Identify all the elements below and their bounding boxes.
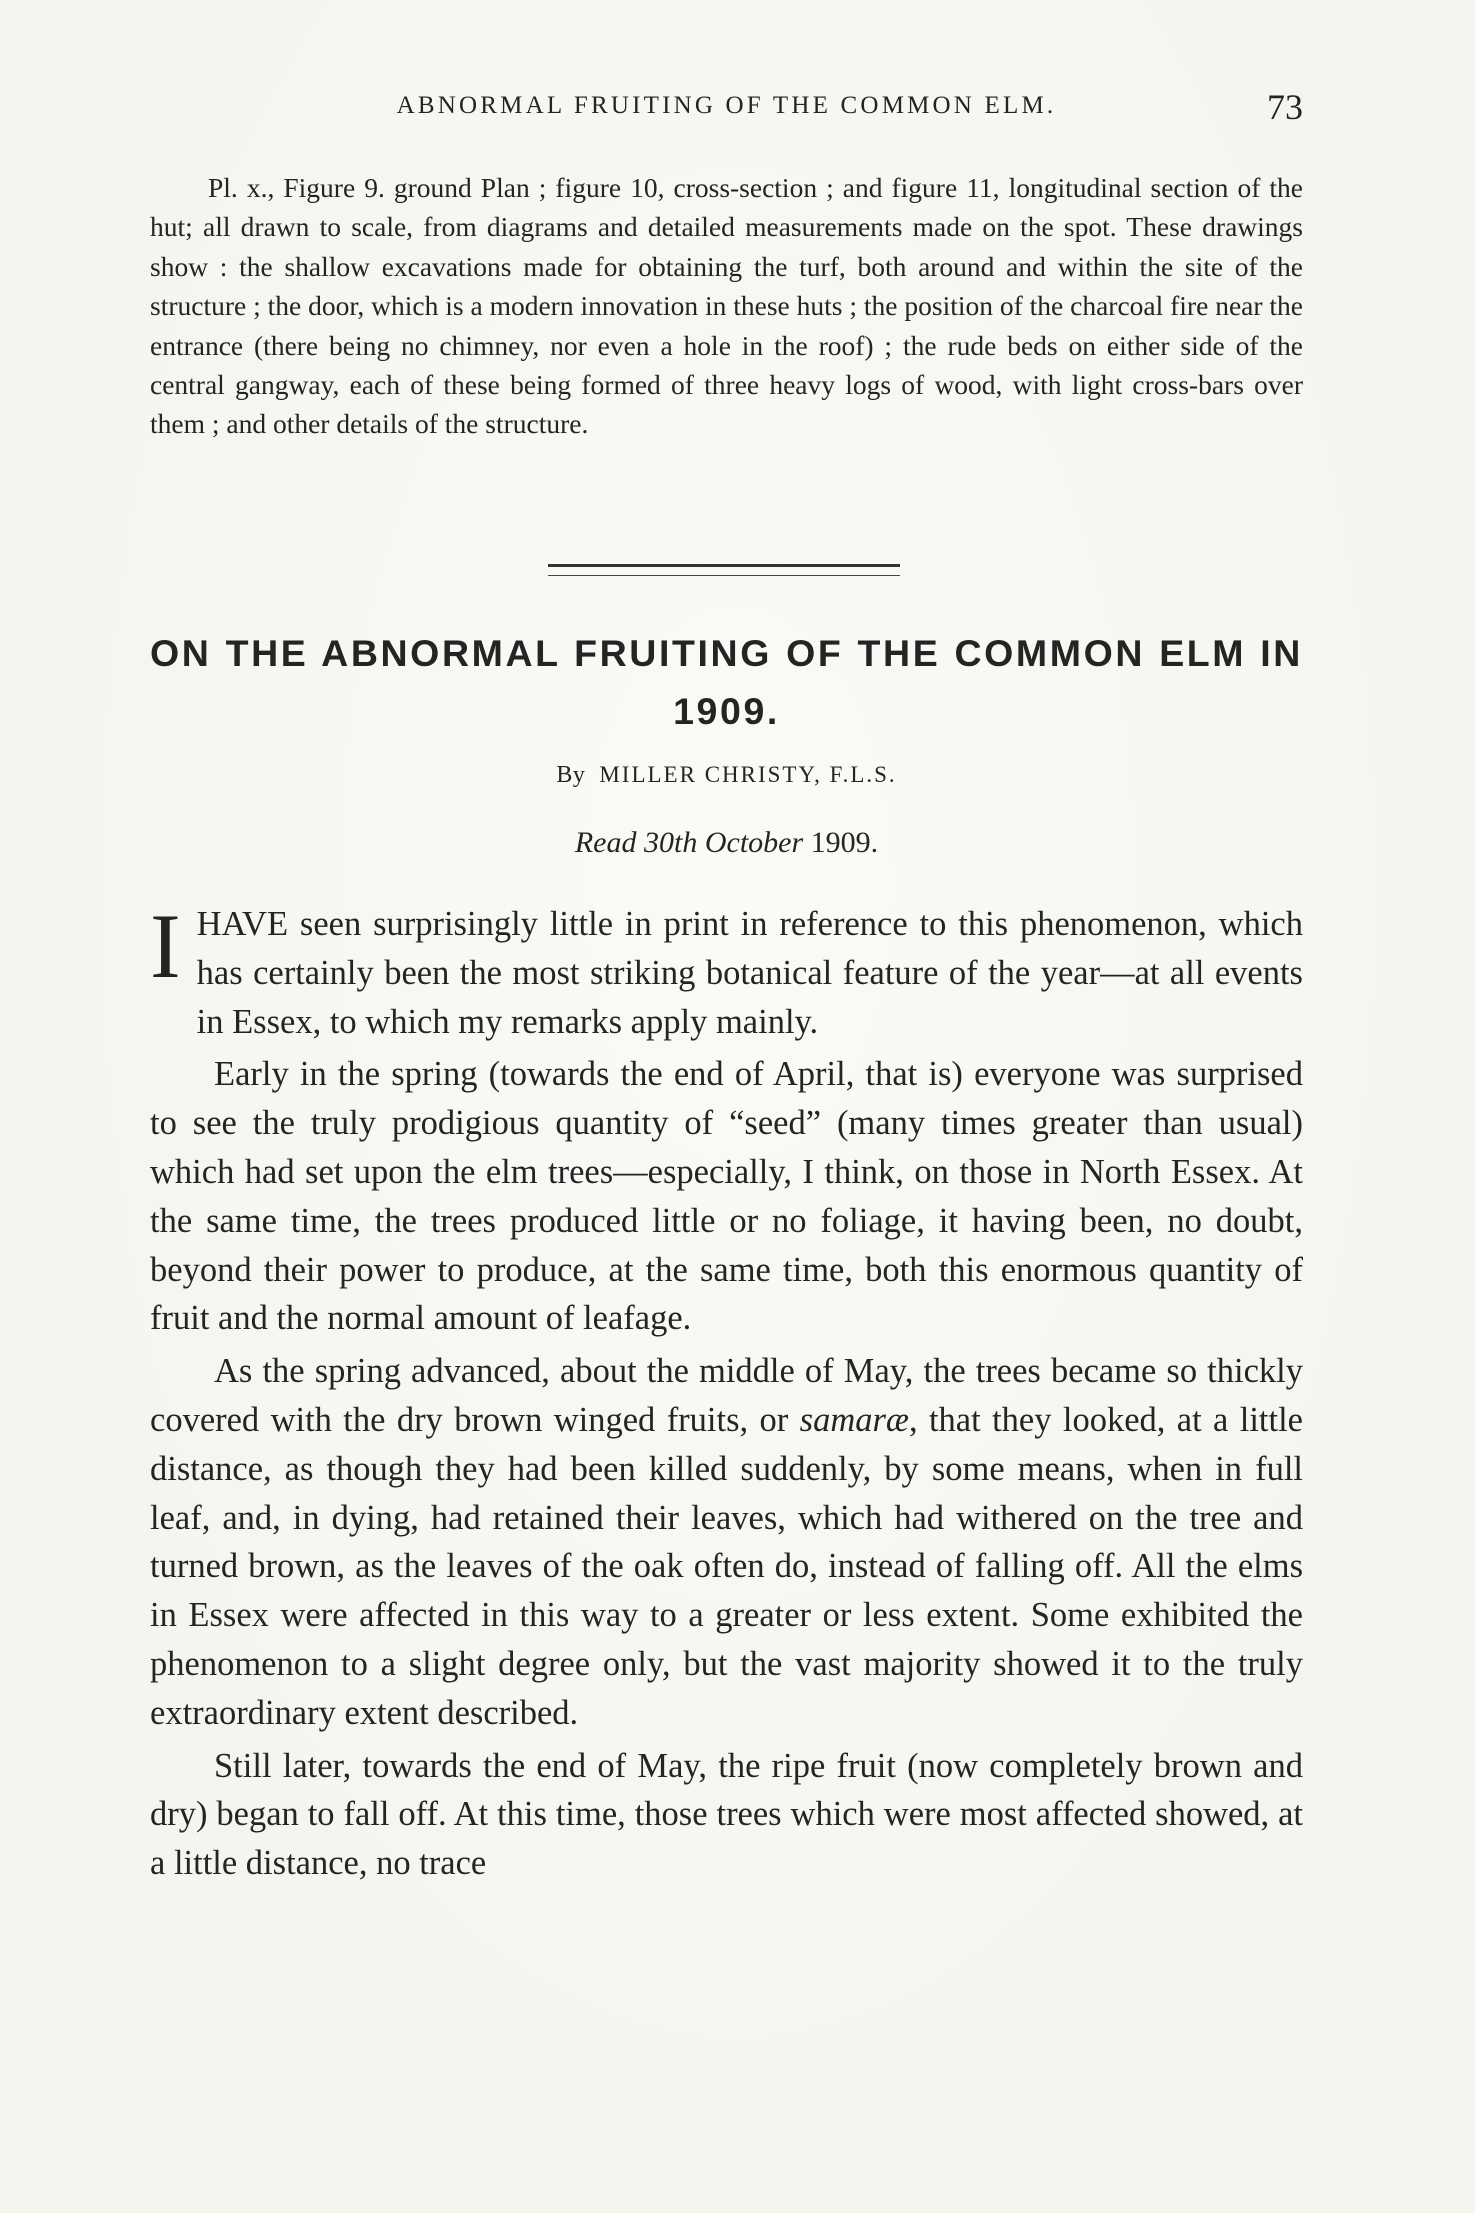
article-body — [150, 895, 1303, 1888]
running-title: ABNORMAL FRUITING OF THE COMMON ELM. — [396, 92, 1057, 119]
article-title: ON THE ABNORMAL FRUITING OF THE COMMON ELM IN 1909. — [150, 632, 1303, 732]
plate-description-text: Pl. x., Figure 9. ground Plan ; figure 10, cross-section ; and figure 11, longitudinal section of the hut; all drawn to scale, from diagrams and detailed measurements made on the spot. These drawings show : the shallow excavations made for obtaining the turf, both around and within the site of the structure ; the door, which is a modern innovation in these huts ; the position of the charcoal fire near the entrance (there being no chimney, nor even a hole in the roof) ; the rude beds on either side of the central gangway, each of these being formed of three heavy logs of wood, with light cross-bars over them ; and other details of the structure. — [150, 172, 1303, 440]
paragraph-2: Early in the spring (towards the end of April, that is) everyone was surprised to see the truly prodigious quantity of “seed” (many times greater than usual) which had set upon the elm trees—especially, I think, on those in North Essex. At the same time, the trees produced little or no foliage, it having been, no doubt, beyond their power to produce, at the same time, both this enormous quantity of fruit and the normal amount of leafage. — [150, 1055, 1303, 1338]
author-name: MILLER CHRISTY, F.L.S. — [599, 762, 897, 787]
paragraph-1-text: HAVE seen surprisingly little in print in reference to this phenomenon, which has certainly been the most striking botanical feature of the year—at all events in Essex, to which my remarks apply mainly. — [196, 905, 1303, 1041]
page-number: 73 — [1267, 87, 1303, 127]
paragraph-3-text-end: , that they looked, at a little distance, as though they had been killed suddenly, by some means, when in full leaf, and, in dying, had retained their leaves, which had withered on the tree and turned brown, as the leaves of the oak often do, instead of falling off. All the elms in Essex were affected in this way to a greater or less extent. Some exhibited the phenomenon to a slight degree only, but the vast majority showed it to the truly extraordinary extent described. — [150, 1400, 1303, 1732]
read-date-year: 1909. — [810, 826, 879, 859]
section-divider-rule — [548, 564, 900, 576]
paragraph-1 — [150, 895, 1303, 1046]
samarae-term: samaræ — [799, 1400, 909, 1439]
read-date — [150, 826, 1303, 860]
paragraph-3 — [150, 1347, 1303, 1737]
byline — [150, 762, 1303, 789]
paragraph-3-text-start: As the spring advanced, about the middle of May, the trees became so thickly covered with the dry brown winged fruits, or — [150, 1352, 1303, 1439]
read-date-label: Read 30th October — [574, 826, 804, 859]
drop-cap: I — [150, 895, 181, 997]
plate-description — [150, 168, 1303, 444]
byline-prefix: By — [556, 762, 586, 788]
running-head — [150, 86, 1303, 126]
paragraph-4: Still later, towards the end of May, the ripe fruit (now completely brown and dry) began to fall off. At this time, those trees which were most affected showed, at a little distance, no trace — [150, 1746, 1303, 1883]
